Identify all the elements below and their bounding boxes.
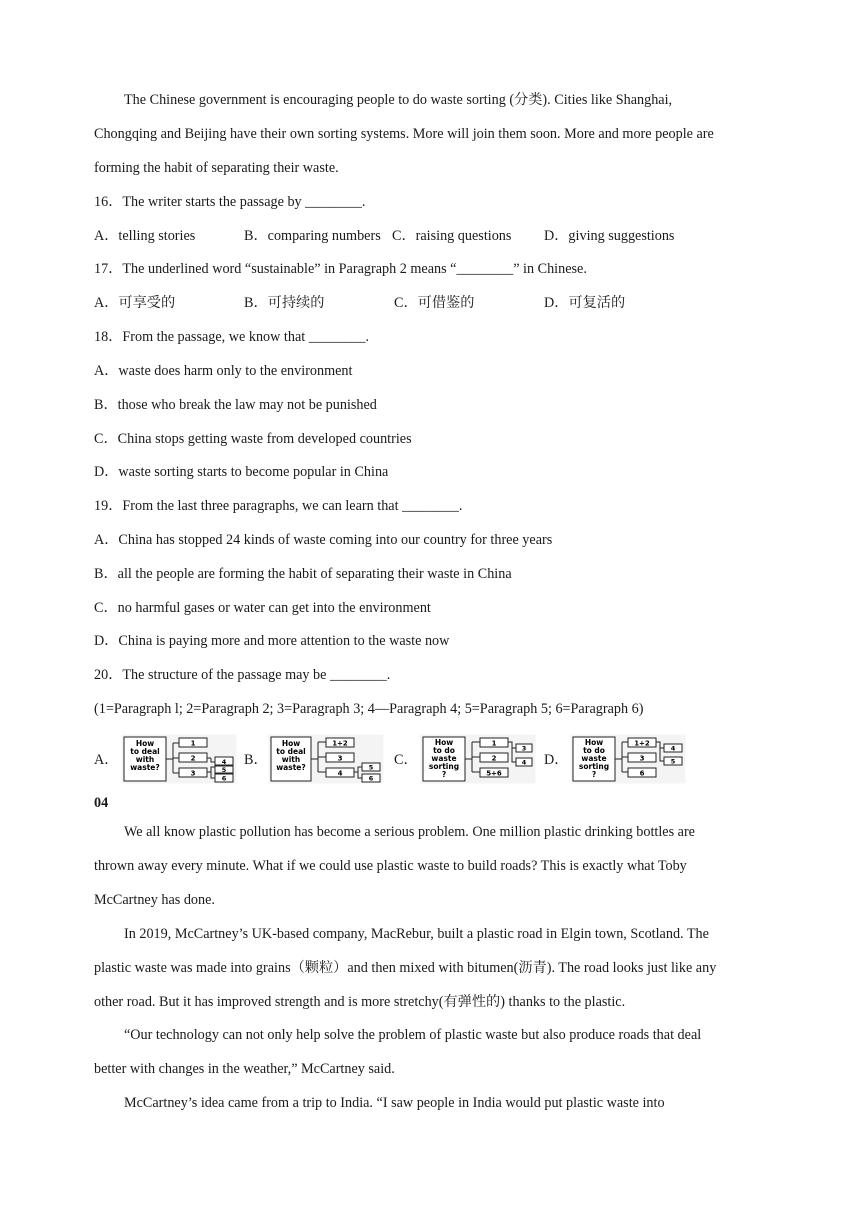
diagram-b-title-1: How (281, 739, 301, 748)
diagram-a-box-3: 3 (190, 769, 196, 778)
diagram-d-box-5: 5 (670, 757, 676, 766)
diagram-b-box-5: 6 (368, 774, 374, 783)
q17-option-c: C．可借鉴的 (394, 295, 475, 311)
intro-line-1: The Chinese government is encouraging people to do waste sorting (分类). Cities like Shanghai, (124, 92, 673, 108)
q20-option-d-label: D． (544, 752, 569, 768)
diagram-a-box-6: 6 (221, 774, 227, 783)
q16-option-b: B．comparing numbers (244, 228, 381, 244)
intro-line-2: Chongqing and Beijing have their own sorting systems. More will join them soon. More and more people are (94, 126, 714, 142)
diagram-d-box-3: 6 (639, 769, 645, 778)
q20-stem: 20．The structure of the passage may be ________. (94, 667, 391, 683)
q16-stem: 16．The writer starts the passage by ________. (94, 194, 366, 210)
passage-p3-line-1: “Our technology can not only help solve the problem of plastic waste but also produce roads that deal (124, 1027, 702, 1043)
diagram-b-box-1: 1+2 (332, 739, 348, 748)
diagram-c-title-4: sorting (428, 762, 460, 771)
passage-p2-line-2: plastic waste was made into grains（颗粒）and then mixed with bitumen(沥青). The road looks just like any (94, 960, 717, 976)
diagram-b-box-2: 3 (337, 754, 343, 763)
diagram-d-title-1: How (584, 738, 604, 747)
q18-option-d: D．waste sorting starts to become popular in China (94, 464, 389, 480)
diagram-b-title-4: waste? (276, 763, 306, 772)
q20-option-a-diagram (121, 734, 237, 784)
q20-option-d-diagram (570, 734, 686, 784)
diagram-c-box-1: 1 (491, 739, 497, 748)
diagram-d-title-5: ? (591, 770, 597, 779)
passage-p2-line-3: other road. But it has improved strength and is more stretchy(有弹性的) thanks to the plastic. (94, 994, 626, 1010)
diagram-d-box-4: 4 (670, 744, 676, 753)
q20-option-a-label: A． (94, 752, 119, 768)
diagram-b-box-3: 4 (337, 769, 343, 778)
diagram-d-box-2: 3 (639, 754, 645, 763)
q17-stem: 17．The underlined word “sustainable” in Paragraph 2 means “________” in Chinese. (94, 261, 587, 277)
diagram-a-box-2: 2 (190, 754, 196, 763)
diagram-c-title-3: waste (431, 754, 457, 763)
q18-option-c: C．China stops getting waste from developed countries (94, 431, 412, 447)
diagram-b-title-2: to deal (276, 747, 306, 756)
diagram-b-title-3: with (281, 755, 301, 764)
passage-p1-line-2: thrown away every minute. What if we could use plastic waste to build roads? This is exactly what Toby (94, 858, 687, 874)
passage-p3-line-2: better with changes in the weather,” McCartney said. (94, 1061, 395, 1077)
diagram-d-title-4: sorting (578, 762, 610, 771)
q17-option-b: B．可持续的 (244, 295, 325, 311)
diagram-a-box-5: 5 (221, 766, 227, 774)
diagram-a-box-4: 4 (221, 758, 227, 766)
q18-stem: 18．From the passage, we know that ________. (94, 329, 370, 345)
q19-option-b: B．all the people are forming the habit of separating their waste in China (94, 566, 512, 582)
q19-option-d: D．China is paying more and more attention to the waste now (94, 633, 450, 649)
diagram-c-box-3: 5+6 (486, 769, 502, 778)
q20-option-b-diagram (268, 734, 384, 784)
q18-option-b: B．those who break the law may not be punished (94, 397, 377, 413)
q20-option-c-diagram (420, 734, 536, 784)
q18-option-a: A．waste does harm only to the environment (94, 363, 353, 379)
passage-p1-line-1: We all know plastic pollution has become a serious problem. One million plastic drinking bottles are (124, 824, 695, 840)
q19-option-c: C．no harmful gases or water can get into the environment (94, 600, 431, 616)
diagram-c-title-5: ? (441, 770, 447, 779)
q17-option-a: A．可享受的 (94, 295, 176, 311)
diagram-c-title-2: to do (433, 746, 455, 755)
section-number: 04 (94, 795, 109, 811)
q16-option-a: A．telling stories (94, 228, 196, 244)
q16-option-d: D．giving suggestions (544, 228, 675, 244)
passage-p4-line-1: McCartney’s idea came from a trip to India. “I saw people in India would put plastic waste into (124, 1095, 665, 1111)
diagram-d-title-3: waste (581, 754, 607, 763)
q17-option-d: D．可复活的 (544, 295, 626, 311)
diagram-d-box-1: 1+2 (634, 739, 650, 748)
diagram-d-title-2: to do (583, 746, 605, 755)
diagram-b-box-4: 5 (368, 763, 374, 772)
q20-option-c-label: C． (394, 752, 418, 768)
diagram-c-box-5: 4 (521, 758, 527, 767)
q16-option-c: C．raising questions (392, 228, 512, 244)
passage-p1-line-3: McCartney has done. (94, 892, 215, 908)
q20-option-b-label: B． (244, 752, 268, 768)
q20-paragraph-key: (1=Paragraph l; 2=Paragraph 2; 3=Paragraph 3; 4—Paragraph 4; 5=Paragraph 5; 6=Paragraph 6) (94, 701, 644, 717)
intro-line-3: forming the habit of separating their waste. (94, 160, 339, 176)
diagram-a-title-2: to deal (130, 747, 160, 756)
diagram-c-box-2: 2 (491, 754, 497, 763)
diagram-a-title-3: with (135, 755, 155, 764)
diagram-c-box-4: 3 (521, 744, 527, 753)
diagram-a-title-1: How (135, 739, 155, 748)
diagram-a-title-4: waste? (130, 763, 160, 772)
passage-p2-line-1: In 2019, McCartney’s UK-based company, MacRebur, built a plastic road in Elgin town, Scotland. The (124, 926, 709, 942)
diagram-a-box-1: 1 (190, 739, 196, 748)
q19-option-a: A．China has stopped 24 kinds of waste coming into our country for three years (94, 532, 553, 548)
diagram-c-title-1: How (434, 738, 454, 747)
q19-stem: 19．From the last three paragraphs, we can learn that ________. (94, 498, 463, 514)
